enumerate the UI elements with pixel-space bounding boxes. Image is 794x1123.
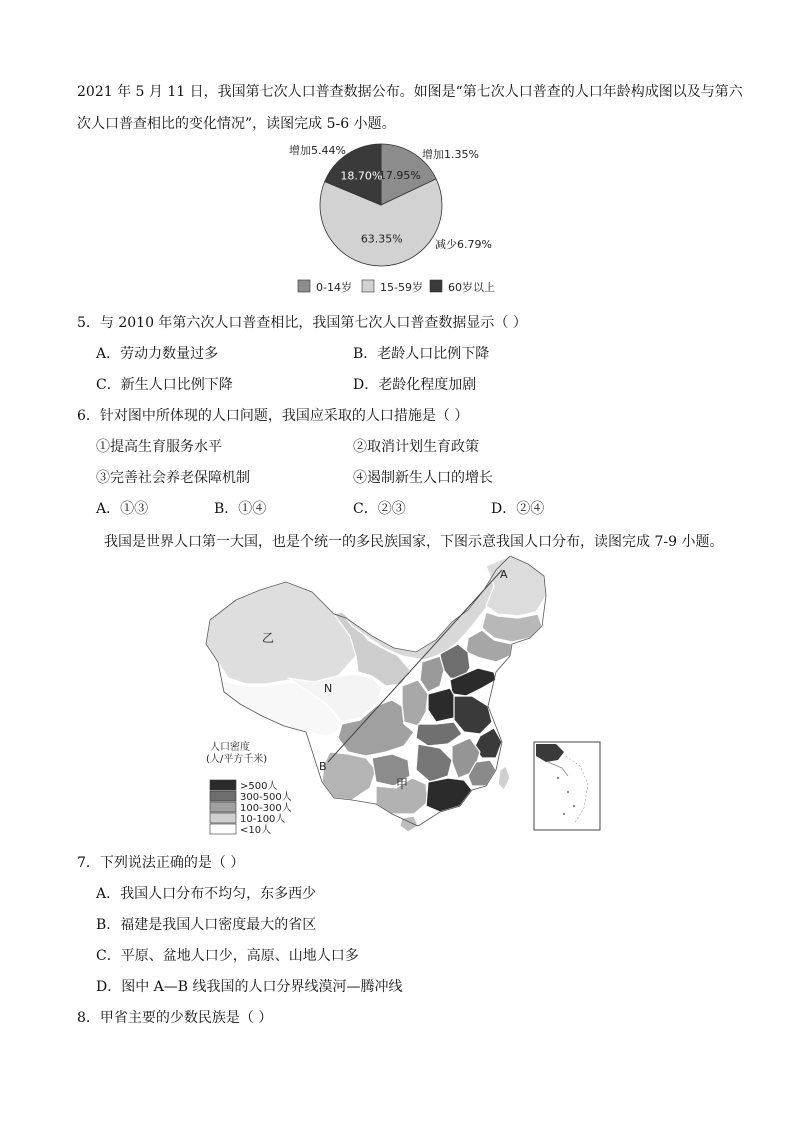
q5-option-d[interactable]: D．老龄化程度加剧: [353, 377, 477, 393]
map-svg: [196, 556, 608, 842]
pie-annotation-1: 减少6.79%: [435, 238, 492, 251]
region-shanxi: [420, 656, 444, 692]
intro-line-2: 次人口普查相比的变化情况”，读图完成 5-6 小题。: [77, 116, 396, 132]
region-jiangsu-anhui: [454, 696, 492, 734]
q6-option-c[interactable]: C．②③: [353, 501, 406, 517]
q5-option-a[interactable]: A．劳动力数量过多: [96, 346, 219, 362]
map-legend-label-2: 100-300人: [240, 803, 292, 814]
q7-stem: 7．下列说法正确的是（ ）: [77, 855, 245, 871]
q7-option-a[interactable]: A．我国人口分布不均匀，东多西少: [96, 886, 317, 902]
q5-option-c[interactable]: C．新生人口比例下降: [96, 377, 233, 393]
map-legend-label-3: 10-100人: [240, 814, 286, 825]
pie-value-label-2: 18.70%: [340, 169, 383, 183]
map-legend-swatch-3: [210, 813, 236, 823]
q6-option-d[interactable]: D．②④: [491, 501, 545, 517]
pie-annotation-0: 增加1.35%: [422, 148, 479, 161]
region-heilongjiang: [486, 556, 546, 616]
q8-stem: 8．甲省主要的少数民族是（ ）: [77, 1010, 273, 1026]
q6-stem: 6．针对图中所体现的人口问题，我国应采取的人口措施是（ ）: [77, 408, 469, 424]
map-legend: [210, 779, 292, 836]
q5-stem: 5．与 2010 年第六次人口普查相比，我国第七次人口普查数据显示（ ）: [77, 315, 527, 331]
intro-2: 我国是世界人口第一大国，也是个统一的多民族国家，下图示意我国人口分布，读图完成 7-9 小题。: [104, 534, 724, 550]
map-legend-label-4: <10人: [240, 825, 272, 836]
pie-annotation-2: 增加5.44%: [289, 144, 346, 157]
label-a: A: [500, 568, 508, 581]
pie-legend-label-0: 0-14岁: [316, 281, 352, 294]
legend-title-2: (人/平方千米): [206, 754, 268, 765]
map-legend-swatch-0: [210, 780, 236, 790]
map-legend-swatch-4: [210, 824, 236, 834]
label-yi: 乙: [262, 631, 275, 645]
pie-value-label-1: 63.35%: [360, 232, 403, 246]
q7-option-d[interactable]: D．图中 A—B 线我国的人口分界线漠河—腾冲线: [96, 979, 403, 995]
label-n: N: [324, 682, 333, 695]
q5-option-b[interactable]: B．老龄人口比例下降: [353, 346, 490, 362]
region-guangdong: [426, 778, 472, 812]
legend-title-1: 人口密度: [210, 742, 250, 753]
q6-statement-2: ②取消计划生育政策: [353, 439, 479, 455]
age-structure-pie-chart: [270, 140, 520, 300]
q7-option-b[interactable]: B．福建是我国人口密度最大的省区: [96, 917, 317, 933]
map-legend-swatch-2: [210, 802, 236, 812]
pie-legend-swatch-0: [298, 280, 310, 292]
region-taiwan: [498, 766, 510, 790]
q6-option-b[interactable]: B．①④: [214, 501, 267, 517]
q7-option-c[interactable]: C．平原、盆地人口少，高原、山地人口多: [96, 948, 359, 964]
label-b: B: [319, 760, 327, 773]
pie-legend-swatch-2: [430, 280, 442, 292]
pie-value-label-0: 17.95%: [378, 169, 421, 183]
map-legend-swatch-1: [210, 791, 236, 801]
map-legend-label-1: 300-500人: [240, 792, 292, 803]
pie-legend-label-2: 60岁以上: [448, 281, 495, 294]
q6-statement-3: ③完善社会养老保障机制: [96, 470, 250, 486]
region-hainan: [400, 816, 418, 832]
region-hunan: [416, 744, 452, 782]
q6-option-a[interactable]: A．①③: [96, 501, 149, 517]
region-xinjiang: [206, 582, 356, 684]
label-jia: 甲: [396, 777, 409, 791]
south-china-sea-inset: [534, 742, 600, 830]
region-hubei: [416, 722, 462, 746]
q6-statement-1: ①提高生育服务水平: [96, 439, 222, 455]
pie-legend-swatch-1: [362, 280, 374, 292]
intro-line-1: 2021 年 5 月 11 日，我国第七次人口普查数据公布。如图是“第七次人口普查的人口年龄构成图以及与第六: [77, 84, 743, 100]
map-legend-label-0: >500人: [240, 781, 278, 792]
pie-chart-svg: [270, 140, 520, 300]
china-population-density-map: [196, 556, 608, 842]
pie-legend-label-1: 15-59岁: [380, 281, 423, 294]
q6-statement-4: ④遏制新生人口的增长: [353, 470, 493, 486]
